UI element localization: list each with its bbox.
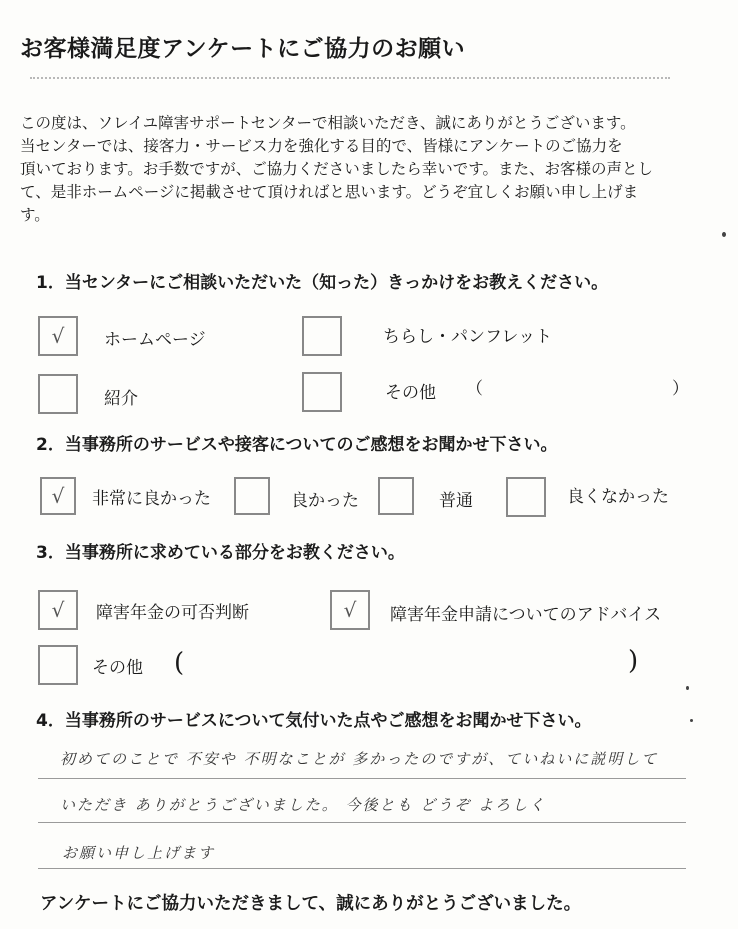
q3-option-label: 障害年金の可否判断 [96, 603, 249, 623]
intro-line: 頂いております。お手数ですが、ご協力くださいましたら幸いです。また、お客様の声とし [20, 160, 654, 178]
question-1-heading: 1．当センターにご相談いただいた（知った）きっかけをお教えください。 [36, 273, 609, 293]
q3-checkbox-other[interactable] [38, 645, 78, 685]
q1-option-label: その他 [385, 383, 436, 403]
handwritten-answer-line: いただき ありがとうございました。 今後とも どうぞ よろしく [60, 796, 547, 814]
q2-checkbox-average[interactable] [378, 477, 414, 515]
q1-option-label: 紹介 [104, 389, 138, 409]
intro-line: て、是非ホームページに掲載させて頂ければと思います。どうぞ宜しくお願い申し上げま [20, 183, 639, 201]
handwritten-answer-line: 初めてのことで 不安や 不明なことが 多かったのですが、ていねいに説明して [60, 750, 659, 768]
check-mark-icon [304, 374, 340, 410]
scan-speck [722, 232, 726, 237]
check-mark-icon [304, 318, 340, 354]
q2-option-label: 良くなかった [567, 487, 669, 507]
q2-checkbox-good[interactable] [234, 477, 270, 515]
q1-other-close-paren: ） [672, 379, 689, 399]
q3-option-label: 障害年金申請についてのアドバイス [390, 605, 662, 625]
q3-checkbox-eligibility[interactable] [38, 590, 78, 630]
q1-other-open-paren: （ [466, 379, 483, 399]
check-mark-icon: √ [343, 598, 357, 622]
q1-checkbox-homepage[interactable] [38, 316, 78, 356]
intro-line: 当センターでは、接客力・サービス力を強化する目的で、皆様にアンケートのご協力を [20, 137, 623, 155]
answer-rule-line [38, 778, 686, 779]
intro-line: す。 [20, 206, 50, 224]
q2-checkbox-not-good[interactable] [506, 477, 546, 517]
check-mark-icon [236, 479, 268, 513]
q1-checkbox-other[interactable] [302, 372, 342, 412]
answer-rule-line [38, 868, 686, 869]
question-2-heading: 2．当事務所のサービスや接客についてのご感想をお聞かせ下さい。 [36, 435, 558, 455]
handwritten-answer-line: お願い申し上げます [62, 844, 216, 862]
intro-line: この度は、ソレイユ障害サポートセンターで相談いただき、誠にありがとうございます。 [20, 114, 636, 132]
title-divider [30, 77, 670, 79]
question-4-heading: 4．当事務所のサービスについて気付いた点やご感想をお聞かせ下さい。 [36, 711, 592, 731]
q1-checkbox-referral[interactable] [38, 374, 78, 414]
q3-option-label: その他 [92, 658, 143, 678]
q3-checkbox-application-advice[interactable] [330, 590, 370, 630]
q2-option-label: 非常に良かった [92, 489, 211, 509]
closing-message: アンケートにご協力いただきまして、誠にありがとうございました。 [40, 894, 582, 914]
q3-other-close-paren: ) [628, 646, 639, 676]
check-mark-icon: √ [51, 324, 65, 348]
q2-checkbox-very-good[interactable] [40, 477, 76, 515]
question-3-heading: 3．当事務所に求めている部分をお教ください。 [36, 543, 405, 563]
intro-paragraph [20, 112, 720, 227]
check-mark-icon [380, 479, 412, 513]
check-mark-icon [508, 479, 544, 515]
scan-speck [686, 686, 689, 690]
q1-option-label: ホームページ [104, 330, 206, 350]
check-mark-icon: √ [51, 484, 65, 508]
page-title: お客様満足度アンケートにご協力のお願い [20, 36, 466, 62]
check-mark-icon [40, 376, 76, 412]
q3-other-open-paren: ( [174, 648, 185, 678]
q2-option-label: 良かった [291, 491, 359, 511]
check-mark-icon: √ [51, 598, 65, 622]
scan-speck [690, 719, 693, 722]
q1-checkbox-flyer[interactable] [302, 316, 342, 356]
check-mark-icon [40, 647, 76, 683]
q2-option-label: 普通 [439, 491, 473, 511]
answer-rule-line [38, 822, 686, 823]
q1-option-label: ちらし・パンフレット [383, 327, 553, 347]
